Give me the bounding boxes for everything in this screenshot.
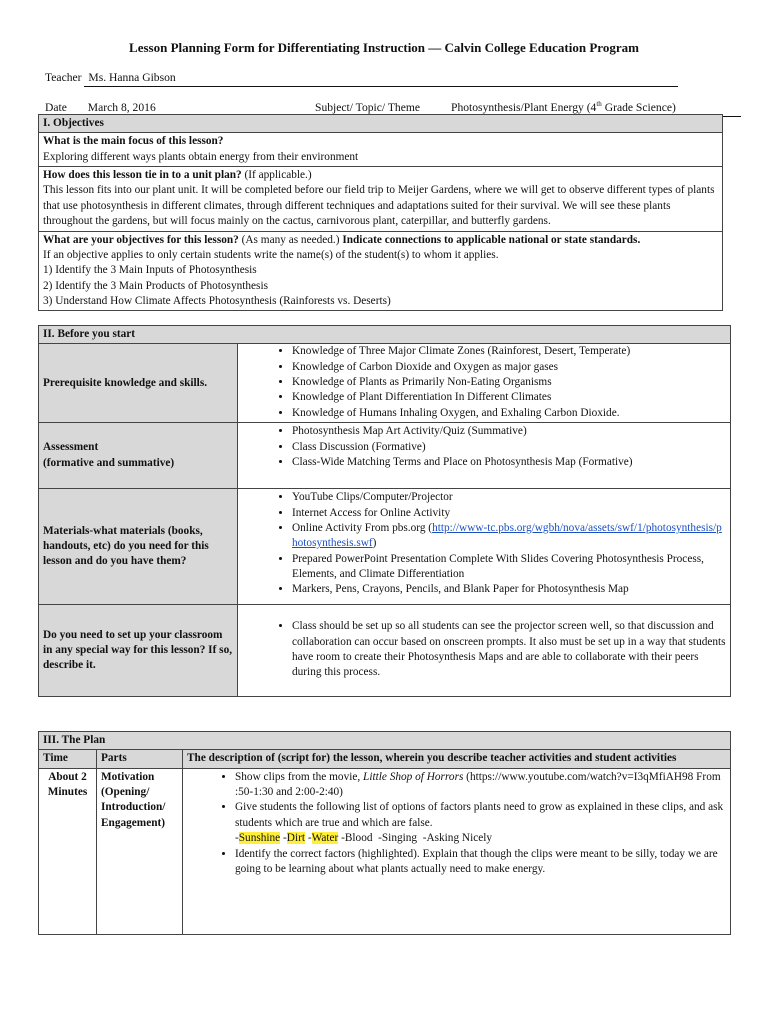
plan-bullet: • Identify the correct factors (highlighted). Explain that though the clips were meant to be silly, today we are going to be learning about what plants actually need to make energy.	[235, 847, 726, 878]
setup-cell	[238, 605, 731, 697]
unit-question: How does this lesson tie in to a unit plan?	[43, 169, 242, 182]
col-time-header: Time	[39, 750, 97, 768]
assessment-cell	[238, 423, 731, 489]
standards-note: Indicate connections to applicable national or state standards.	[342, 233, 641, 246]
pbs-activity-link[interactable]: http://www-tc.pbs.org/wgbh/nova/assets/swf/1/photosynthesis/photosynthesis.swf	[292, 521, 722, 550]
before-table	[38, 325, 731, 697]
materials-label: Materials-what materials (books, handouts, etc) do you need for this lesson and do you have them?	[39, 489, 238, 605]
plan-header: III. The Plan	[39, 732, 731, 750]
col-desc-header: The description of (script for) the lesson, wherein you describe teacher activities and student activities	[183, 750, 731, 768]
before-header: II. Before you start	[39, 326, 731, 344]
col-parts-header: Parts	[97, 750, 183, 768]
assessment-label: Assessment (formative and summative)	[39, 423, 238, 489]
prereq-item: • Knowledge of Plants as Primarily Non-Eating Organisms	[292, 375, 726, 390]
objectives-question: What are your objectives for this lesson?	[43, 233, 239, 246]
objectives-header: I. Objectives	[39, 115, 723, 133]
focus-answer: Exploring different ways plants obtain energy from their environment	[43, 150, 359, 163]
date-label: Date	[45, 101, 67, 114]
focus-question: What is the main focus of this lesson?	[43, 135, 224, 148]
objectives-question-note: (As many as needed.)	[238, 233, 340, 246]
form-title: Lesson Planning Form for Differentiating Instruction — Calvin College Education Program	[129, 40, 639, 55]
prereq-label: Prerequisite knowledge and skills.	[39, 344, 238, 423]
objectives-focus-cell	[39, 133, 723, 167]
materials-item: • Prepared PowerPoint Presentation Complete With Slides Covering Photosynthesis Process, Elements, and Climate Differentiation	[292, 552, 726, 583]
materials-item: • YouTube Clips/Computer/Projector	[292, 490, 726, 505]
unit-question-note: (If applicable.)	[241, 169, 312, 182]
setup-item: • Class should be set up so all students can see the projector screen well, so that discussion and collaboration can occur based on onscreen prompts. It also must be set up in a way that students have room to create their Photosynthesis Maps and are able to collaborate with their peers during this process.	[292, 619, 726, 680]
materials-item: • Markers, Pens, Crayons, Pencils, and Blank Paper for Photosynthesis Map	[292, 582, 726, 597]
objective-item: 2) Identify the 3 Main Products of Photosynthesis	[43, 279, 268, 292]
objectives-table	[38, 114, 723, 311]
plan-bullet: • Give students the following list of options of factors plants need to grow as explained in these clips, and ask students which are true and which are false. -Sunshine -Dirt -Water -Blood -Singing -Asking Nicely	[235, 800, 726, 846]
plan-table	[38, 731, 731, 935]
teacher-value: Ms. Hanna Gibson	[84, 70, 678, 87]
materials-item: • Online Activity From pbs.org (http://www-tc.pbs.org/wgbh/nova/assets/swf/1/photosynthesis/photosynthesis.swf)	[292, 521, 726, 552]
factor-dirt: Dirt	[286, 832, 305, 845]
prereq-item: • Knowledge of Humans Inhaling Oxygen, and Exhaling Carbon Dioxide.	[292, 406, 726, 421]
prereq-item: • Knowledge of Plant Differentiation In Different Climates	[292, 390, 726, 405]
setup-label: Do you need to set up your classroom in any special way for this lesson? If so, describe it.	[39, 605, 238, 697]
objectives-unit-cell	[39, 167, 723, 231]
date-value: March 8, 2016	[70, 100, 238, 117]
factor-sunshine: Sunshine	[238, 832, 281, 845]
objective-item: 1) Identify the 3 Main Inputs of Photosynthesis	[43, 264, 257, 277]
teacher-line	[45, 70, 678, 87]
teacher-label: Teacher	[45, 71, 82, 84]
row-parts: Motivation (Opening/ Introduction/ Engagement)	[97, 768, 183, 934]
row-description	[183, 768, 731, 934]
objective-item: 3) Understand How Climate Affects Photosynthesis (Rainforests vs. Deserts)	[43, 294, 391, 307]
subject-value: Photosynthesis/Plant Energy (4th Grade Science)	[433, 100, 741, 117]
prereq-cell	[238, 344, 731, 423]
assessment-item: • Class-Wide Matching Terms and Place on Photosynthesis Map (Formative)	[292, 455, 726, 470]
assessment-item: • Class Discussion (Formative)	[292, 440, 726, 455]
subject-label: Subject/ Topic/ Theme	[315, 101, 421, 114]
unit-answer: This lesson fits into our plant unit. It will be completed before our field trip to Meijer Gardens, where we will get to observe different types of plants that use photosynthesis in different climates, through different techniques and adaptations suited for their survival. We will see these plants throughout the gardens, but will focus mainly on the cactus, carnivorous plant, caterpillar, and butterfly gardens.	[43, 184, 715, 228]
objectives-intro: If an objective applies to only certain students write the name(s) of the student(s) to whom it applies.	[43, 248, 499, 261]
materials-cell	[238, 489, 731, 605]
factor-water: Water	[311, 832, 339, 845]
objectives-list-cell	[39, 231, 723, 311]
plan-bullet: • Show clips from the movie, Little Shop of Horrors (https://www.youtube.com/watch?v=I3qMfiAH98 From :50-1:30 and 2:00-2:40)	[235, 770, 726, 801]
row-time: About 2 Minutes	[39, 768, 97, 934]
factors-list: -Sunshine -Dirt -Water -Blood -Singing -Asking Nicely	[235, 832, 493, 845]
prereq-item: • Knowledge of Carbon Dioxide and Oxygen as major gases	[292, 360, 726, 375]
prereq-item: • Knowledge of Three Major Climate Zones (Rainforest, Desert, Temperate)	[292, 344, 726, 359]
materials-item: • Internet Access for Online Activity	[292, 506, 726, 521]
assessment-item: • Photosynthesis Map Art Activity/Quiz (Summative)	[292, 424, 726, 439]
